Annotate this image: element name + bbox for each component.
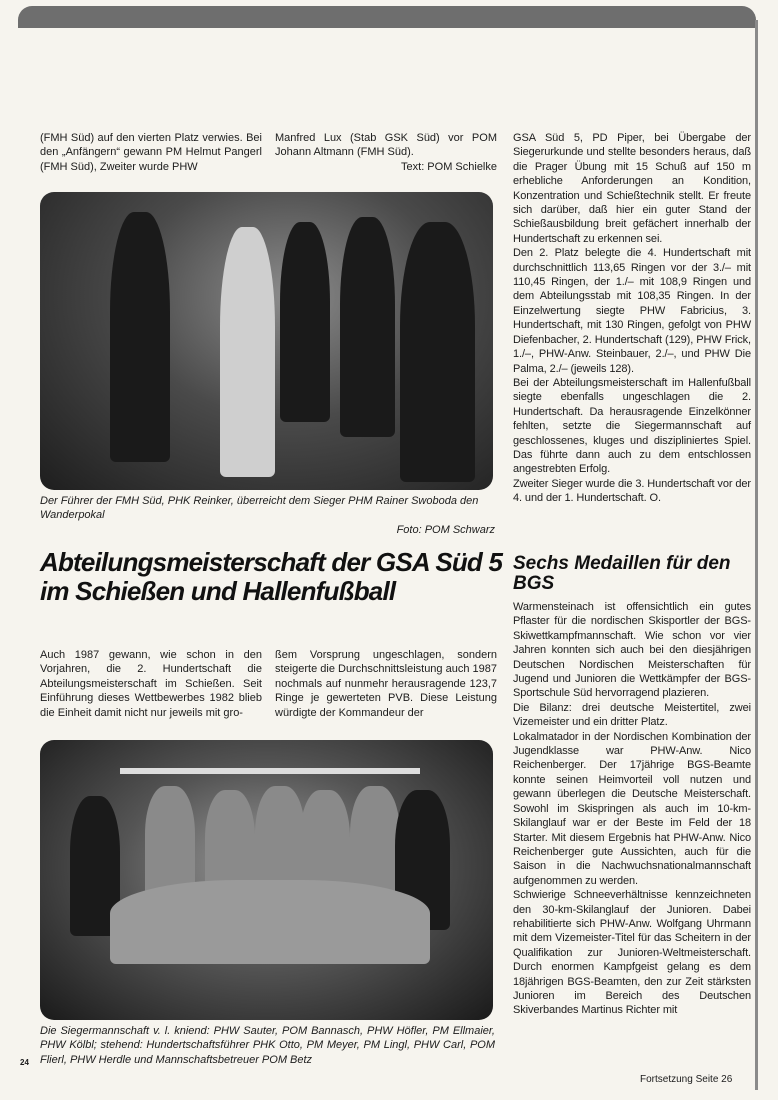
page-edge	[755, 20, 758, 1090]
page-number: 24	[20, 1058, 29, 1067]
page-top-band	[18, 6, 756, 28]
photo-trophy-handover	[40, 192, 493, 490]
article2-body	[513, 600, 751, 1018]
photo2-caption: Die Siegermannschaft v. l. kniend: PHW Sauter, POM Bannasch, PHW Höfler, PM Ellmaier, PHW Kölbl; stehend: Hundertschaftsführer PHK Otto, PM Meyer, PM Lingl, PHW Carl, POM Flierl, PHW Herdle und Mannschaftsbetreuer POM Betz	[40, 1025, 495, 1066]
paragraph: Schwierige Schneeverhältnisse kennzeichneten den 30-km-Skilanglauf der Junioren. Dabei rehabilitierte sich PHW-Anw. Wolfgang Uhrmann mit dem Vizemeister-Titel für das Scheitern in der Qualifikation zur Junioren-Weltmeisterschaft. Durch enormen Kampfgeist gelang es dem 18jährigen BGS-Beamten, den zur Zeit stärksten Junioren im Bereich des Deutschen Skiverbandes Martinus Richter mit	[513, 889, 751, 1017]
photo1-caption-text: Der Führer der FMH Süd, PHK Reinker, überreicht dem Sieger PHM Rainer Swoboda den Wanderpokal	[40, 495, 479, 522]
paragraph: GSA Süd 5, PD Piper, bei Übergabe der Siegerurkunde und stellte besonders heraus, daß die Prager Übung mit 15 Schuß auf 150 m erhebliche Anforderungen an Kondition, Konzentration und Schießtechnik stellt. Er freute sich darüber, daß hier ein guter Stand der Schießausbildung breit gefächert innerhalb der Hundertschaft zu erkennen sei.	[513, 132, 751, 245]
photo1-credit: Foto: POM Schwarz	[396, 523, 495, 536]
photo1-caption	[40, 494, 495, 537]
text-credit: Text: POM Schielke	[401, 160, 497, 173]
top-text-col2-body: Manfred Lux (Stab GSK Süd) vor POM Johann Altmann (FMH Süd).	[275, 132, 497, 159]
paragraph: Warmensteinach ist offensichtlich ein gutes Pflaster für die nordischen Skisportler der BGS-Skiwettkampfmannschaft. Wie schon vor vier Jahren konnten sich auch bei den diesjährigen Deutschen Nordischen Meisterschaften für Jugend und Junioren die Wettkämpfer der BGS-Sportschule Süd hervorragend plazieren.	[513, 601, 751, 700]
continuation-note: Fortsetzung Seite 26	[640, 1074, 733, 1085]
article1-col2: ßem Vorsprung ungeschlagen, sondern steigerte die Durchschnittsleistung auch 1987 nochmals auf nunmehr herausragende 123,7 Ringe je gewerteten PVB. Diese Leistung würdigte der Kommandeur der	[275, 649, 497, 719]
article-headline: Abteilungsmeisterschaft der GSA Süd 5 im Schießen und Hallenfußball	[40, 547, 503, 606]
paragraph: Zweiter Sieger wurde die 3. Hundertschaft vor der 4. und der 1. Hundertschaft. O.	[513, 477, 751, 505]
photo-winning-team	[40, 740, 493, 1020]
top-text-col1: (FMH Süd) auf den vierten Platz verwies. Bei den „Anfängern“ gewann PM Helmut Pangerl (FMH Süd), Zweiter wurde PHW	[40, 132, 262, 173]
article1-col1: Auch 1987 gewann, wie schon in den Vorjahren, die 2. Hundertschaft die Abteilungsmeisterschaft im Schießen. Seit Einführung dieses Wettbewerbes 1982 blieb die Einheit damit nicht nur jeweils mit gro-	[40, 649, 262, 719]
paragraph: Lokalmatador in der Nordischen Kombination der Jugendklasse war PHW-Anw. Nico Reichenberger. Der 17jährige BGS-Beamte konnte seinen Heimvorteil voll nutzen und gewann überlegen die Deutsche Meisterschaft. Sowohl im Skispringen als auch im 10-km-Skilanglauf war er der Beste im Feld der 18 Starter. Mit diesem Ergebnis hat PHW-Anw. Nico Reichenberger gute Aussichten, auch für die Saison in die Nachwuchsnationalmannschaft aufgenommen zu werden.	[513, 730, 751, 887]
paragraph: Bei der Abteilungsmeisterschaft im Hallenfußball siegte ebenfalls ungeschlagen die 2. Hundertschaft. Da herausragende Einzelkönner fehlten, setzte die Siegermannschaft auf geschlossenes, kluges und diszipliniertes Spiel. Das führte dann auch zu dem entschlossen angestrebten Erfolg.	[513, 376, 751, 476]
top-text-col2	[275, 131, 497, 174]
paragraph: Den 2. Platz belegte die 4. Hundertschaft mit durchschnittlich 113,65 Ringen vor der 3./– mit 110,45 Ringen, der 1./– mit 108,9 Ringen und dem Abteilungsstab mit 108,35 Ringen. In der Einzelwertung siegte PHW Fabricius, 3. Hundertschaft, mit 130 Ringen, gefolgt von PHW Diefenbacher, 2. Hundertschaft (129), PHW Frick, 1./–, PHW-Anw. Steinbauer, 2./–, und PHW Die Palma, 2./– (jeweils 128).	[513, 247, 751, 375]
paragraph: Die Bilanz: drei deutsche Meistertitel, zwei Vizemeister und ein dritter Platz.	[513, 701, 751, 729]
article1-col3	[513, 131, 751, 506]
article2-headline: Sechs Medaillen für den BGS	[513, 553, 731, 594]
